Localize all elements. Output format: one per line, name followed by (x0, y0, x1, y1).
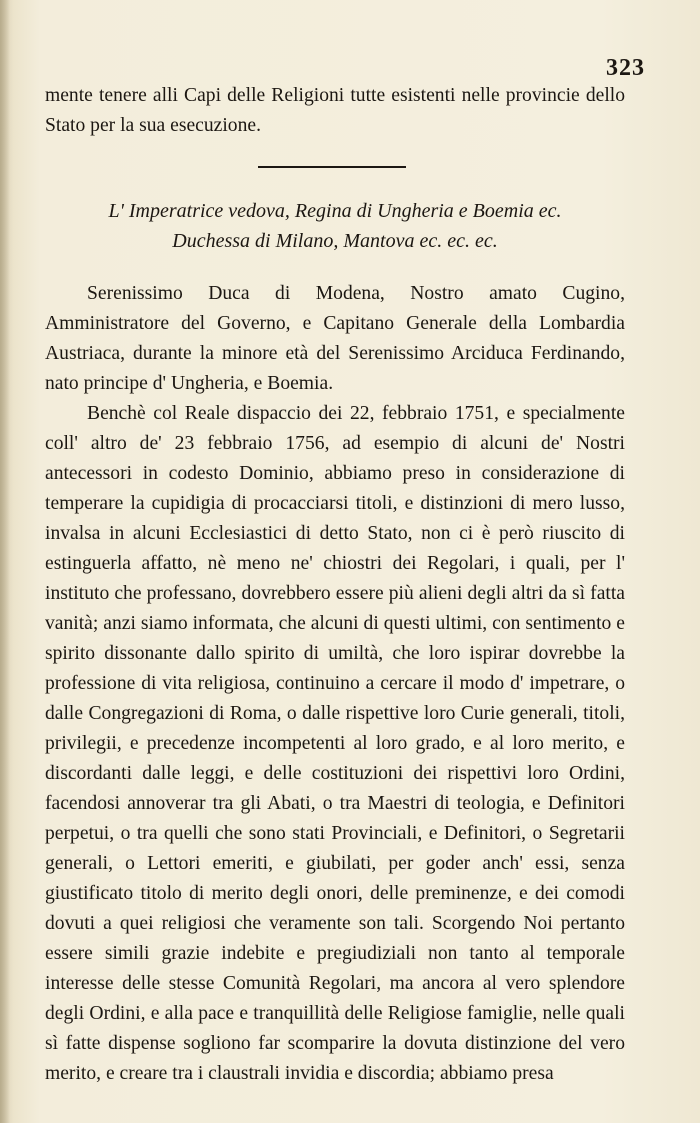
decree-heading (45, 196, 625, 256)
section-divider (258, 166, 406, 168)
decree-body (45, 279, 625, 1089)
page-number: 323 (606, 55, 645, 81)
binding-shadow (0, 0, 10, 1123)
paragraph-main: Benchè col Reale dispaccio dei 22, febbraio 1751, e specialmente coll' altro de' 23 febbraio 1756, ad esempio di alcuni de' Nostri antecessori in codesto Dominio, abbiamo preso in considerazione di temperare la cupidigia di procacciarsi titoli, e distinzioni di mero lusso, invalsa in alcuni Ecclesiastici di detto Stato, non ci è però riuscito di estinguerla affatto, nè meno ne' chiostri dei Regolari, i quali, per l' instituto che professano, dovrebbero essere più alieni degli altri da sì fatta vanità; anzi siamo informata, che alcuni di questi ultimi, con sentimento e spirito dissonante dallo spirito di umiltà, che loro ispirar dovrebbe la professione di vita religiosa, continuino a cercare il modo d' impetrare, o dalle Congregazioni di Roma, o dalle rispettive loro Curie generali, titoli, privilegii, e precedenze incompetenti al loro grado, e al loro merito, e discordanti dalle leggi, e delle costituzioni dei rispettivi loro Ordini, facendosi annoverar tra gli Abati, o tra Maestri di teologia, e Definitori perpetui, o tra quelli che sono stati Provinciali, e Definitori, o Segretarii generali, o Lettori emeriti, e giubilati, per goder anch' essi, senza giustificato titolo di merito degli onori, delle preminenze, e dei comodi dovuti a quei religiosi che veramente son tali. Scorgendo Noi pertanto essere simili grazie indebite e pregiudiziali non tanto al temporale interesse delle stesse Comunità Regolari, ma ancora al vero splendore degli Ordini, e alla pace e tranquillità delle Religiose famiglie, nelle quali sì fatte dispense sogliono far scomparire la dovuta distinzione del vero merito, e creare tra i claustrali invidia e discordia; abbiamo presa (45, 403, 625, 1084)
paragraph-address: Serenissimo Duca di Modena, Nostro amato Cugino, Amministratore del Governo, e Capitano Generale della Lombardia Austriaca, durante la minore età del Serenissimo Arciduca Ferdinando, nato principe d' Ungheria, e Boemia. (45, 283, 625, 394)
heading-line-2: Duchessa di Milano, Mantova ec. ec. ec. (172, 230, 498, 252)
heading-line-1: L' Imperatrice vedova, Regina di Ungheria e Boemia ec. (108, 200, 562, 222)
intro-text: mente tenere alli Capi delle Religioni tutte esistenti nelle provincie dello Stato per la sua esecuzione. (45, 85, 625, 136)
